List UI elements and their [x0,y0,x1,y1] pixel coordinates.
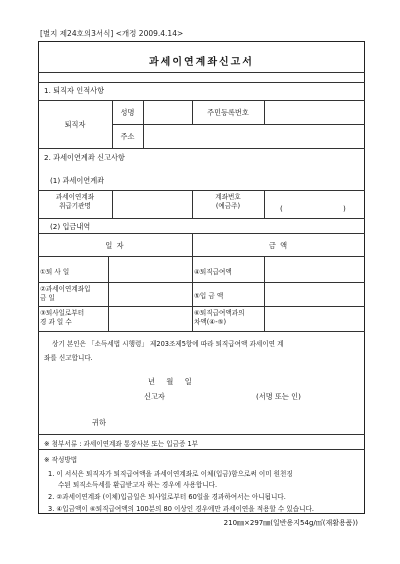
rule [112,124,365,125]
rule [38,148,365,149]
subsection-account-heading: (1) 과세이연계좌 [50,176,105,185]
difference-field[interactable] [266,308,362,329]
rule [264,100,265,124]
rrn-field[interactable] [266,102,362,122]
elapsed-days-field[interactable] [110,308,190,329]
instruction-item: 1. 이 서식은 퇴직자가 퇴직급여액을 과세이연계좌로 이체(입금)함으로써 이미 원천징 [48,470,293,478]
retirement-pay-label: ④퇴직급여액 [194,268,232,276]
rule [38,190,365,191]
signature-label: (서명 또는 인) [256,392,301,401]
declaration-line-1: 상기 본인은 「소득세법 시행령」 제203조제5항에 따라 퇴직급여액 과세이연 계 [52,340,284,348]
amount-column-header: 금 액 [268,241,289,250]
declaration-line-2: 좌를 신고합니다. [44,354,93,362]
rule [38,72,365,73]
holder-paren-open: ( [280,204,283,213]
name-field[interactable] [145,102,190,122]
form-title: 과세이연계좌신고서 [149,57,254,68]
address-label: 주소 [120,132,135,141]
rule [38,218,365,219]
section1-heading: 1. 퇴직자 인적사항 [44,86,105,95]
rule [38,449,365,450]
rule [112,190,113,218]
attachment-note: ※ 첨부서류 : 과세이연계좌 통장사본 또는 입금증 1부 [44,440,199,448]
date-column-header: 일 자 [105,241,125,250]
rrn-label: 주민등록번호 [207,108,249,117]
rule [38,282,365,283]
name-label: 성명 [120,108,135,117]
deposit-date-label: ②과세이연계좌입 금 일 [40,285,91,302]
rule [38,434,365,435]
retiree-label: 퇴직자 [64,120,86,129]
rule [38,256,365,257]
elapsed-days-label: ③퇴사일로부터 경 과 일 수 [40,309,85,326]
rule [38,82,365,83]
rule [38,100,365,101]
difference-label: ⑥퇴직급여액과의 차액(④-⑤) [194,309,245,326]
rule [108,256,109,331]
rule [38,331,365,332]
account-number-field[interactable] [266,192,362,216]
retirement-date-field[interactable] [110,258,190,280]
retirement-pay-field[interactable] [266,258,362,280]
retirement-date-label: ①퇴 사 일 [40,268,70,276]
address-field[interactable] [145,126,362,146]
institution-label: 과세이연계좌 취급기관명 [55,193,95,210]
deposit-amount-field[interactable] [266,284,362,304]
deposit-date-field[interactable] [110,284,190,304]
section2-heading: 2. 과세이연계좌 신고사항 [44,153,125,162]
subsection-deposit-heading: (2) 입금내역 [50,222,91,231]
instruction-item: 수된 퇴직소득세를 환급받고자 하는 경우에 사용합니다. [58,481,218,489]
rule [38,233,365,234]
holder-paren-close: ) [343,204,346,213]
deposit-amount-label: ⑤입 금 액 [194,292,224,300]
instructions-heading: ※ 작성방법 [44,456,78,464]
rule [38,306,365,307]
instruction-item: 3. ④입금액이 ⑥퇴직급여액의 100분의 80 이상인 경우에만 과세이연을 적용할 수 있습니다. [48,505,314,513]
form-reference: [별지 제24호의3서식] <개정 2009.4.14> [40,29,184,38]
rule [264,190,265,218]
reporter-name-field[interactable] [180,388,250,402]
rule [143,100,144,148]
paper-spec-footer: 210㎜×297㎜(일반용지54g/㎡(재활용품)) [223,519,358,527]
account-number-label: 계좌번호 (예금주) [215,193,241,210]
institution-field[interactable] [114,192,190,216]
reporter-label: 신고자 [144,392,165,401]
date-line: 년 월 일 [148,377,192,386]
instruction-item: 2. ②과세이연계좌 (이체)입금일은 퇴사일로부터 60일을 경과하여서는 아니됩니다. [48,493,286,501]
addressee-label: 귀하 [92,418,106,427]
rule [264,256,265,331]
